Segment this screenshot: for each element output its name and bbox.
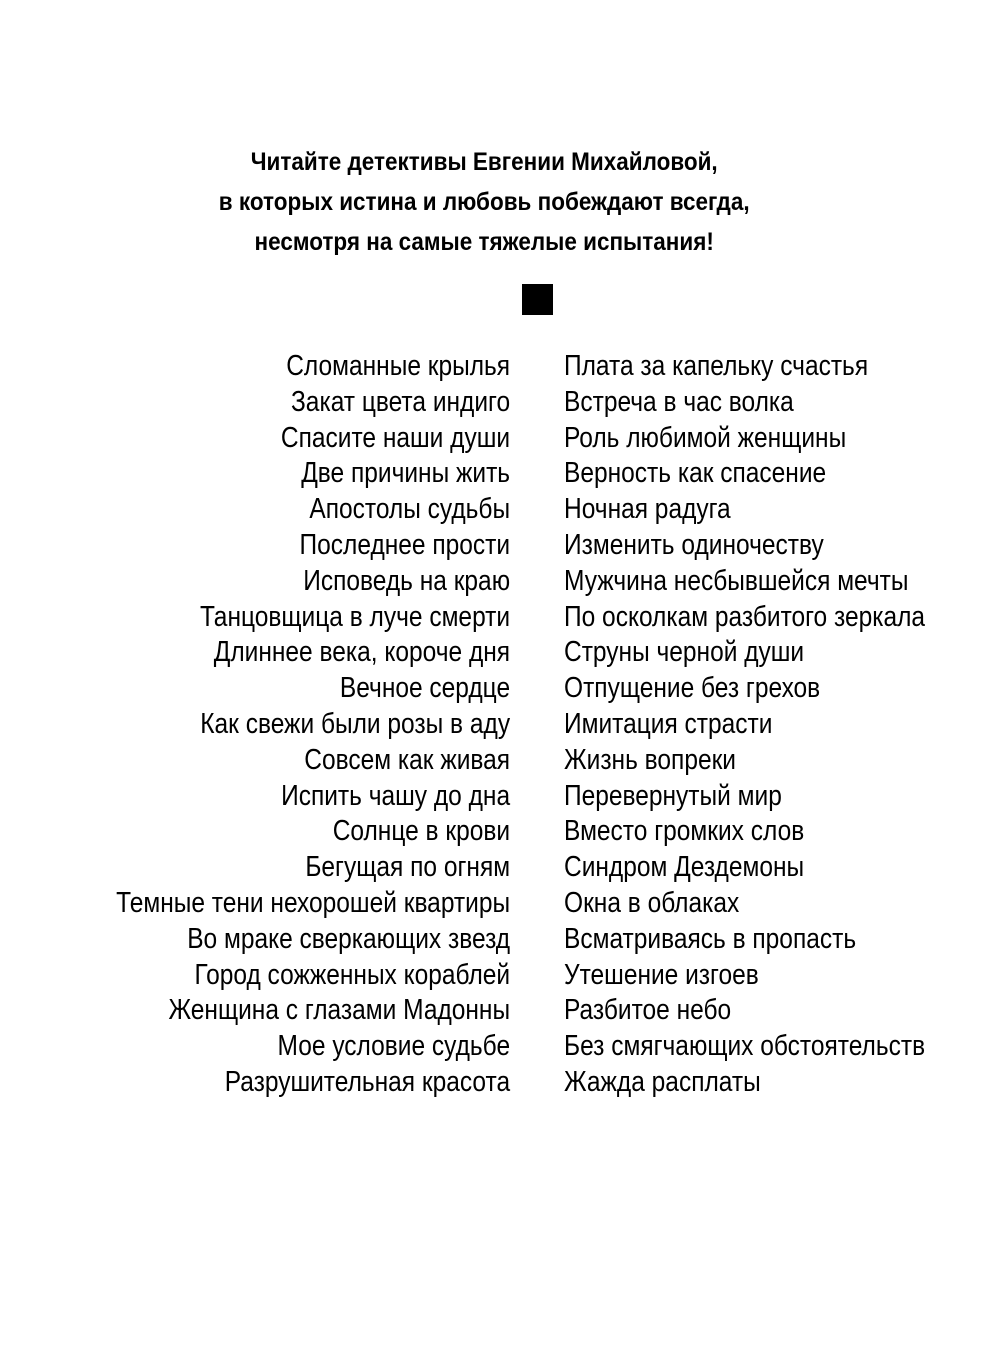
book-title: Синдром Дездемоны (564, 851, 805, 884)
book-title: Перевернутый мир (564, 779, 782, 812)
book-title: Плата за капельку счастья (564, 350, 869, 382)
heading (0, 142, 968, 262)
book-title: Как свежи были розы в аду (200, 707, 510, 740)
book-title: Исповедь на краю (303, 564, 510, 597)
book-title: Ночная радуга (564, 493, 731, 526)
heading-line: Читайте детективы Евгении Михайловой, (250, 148, 718, 176)
book-title: Разбитое небо (564, 994, 732, 1027)
book-title: Без смягчающих обстоятельств (564, 1030, 926, 1063)
book-title: Вечное сердце (339, 672, 510, 705)
book-title: Струны черной души (564, 636, 805, 669)
book-title: Город сожженных кораблей (194, 958, 510, 991)
book-title: Последнее прости (299, 528, 510, 561)
book-title: Бегущая по огням (305, 851, 510, 884)
book-title: Разрушительная красота (224, 1065, 510, 1098)
book-title: Жажда расплаты (564, 1065, 761, 1098)
book-title: Длиннее века, короче дня (213, 636, 510, 669)
heading-line: в которых истина и любовь побеждают всегда, (218, 188, 750, 216)
book-title: Верность как спасение (564, 457, 827, 490)
book-title: Апостолы судьбы (309, 493, 510, 526)
heading-line: несмотря на самые тяжелые испытания! (254, 228, 714, 256)
book-title: Имитация страсти (564, 707, 773, 740)
book-title: Вместо громких слов (564, 815, 805, 848)
titles-left-column (52, 349, 510, 1101)
book-title: Всматриваясь в пропасть (564, 922, 857, 955)
book-title: Танцовщица в луче смерти (199, 600, 510, 633)
book-title: Окна в облаках (564, 886, 740, 919)
book-title: Испить чашу до дна (281, 779, 510, 812)
titles-right-column (564, 349, 984, 1101)
book-title: Утешение изгоев (564, 958, 759, 991)
book-title: Темные тени нехорошей квартиры (116, 886, 510, 919)
book-title: Встреча в час волка (564, 385, 794, 418)
book-title: Жизнь вопреки (564, 743, 737, 776)
square-ornament (522, 284, 553, 315)
book-title: Изменить одиночеству (564, 528, 824, 561)
book-title: Во мраке сверкающих звезд (187, 922, 510, 955)
book-title: По осколкам разбитого зеркала (564, 600, 926, 633)
book-title: Совсем как живая (304, 743, 510, 776)
book-title: Сломанные крылья (286, 350, 510, 382)
book-title: Спасите наши души (280, 421, 510, 454)
book-title: Две причины жить (301, 457, 510, 490)
book-title: Роль любимой женщины (564, 421, 847, 454)
book-title: Мужчина несбывшейся мечты (564, 564, 909, 597)
book-title: Отпущение без грехов (564, 672, 821, 705)
book-title: Солнце в крови (332, 815, 510, 848)
book-title: Мое условие судьбе (277, 1030, 510, 1063)
book-title: Женщина с глазами Мадонны (168, 994, 510, 1027)
book-title: Закат цвета индиго (290, 385, 510, 418)
